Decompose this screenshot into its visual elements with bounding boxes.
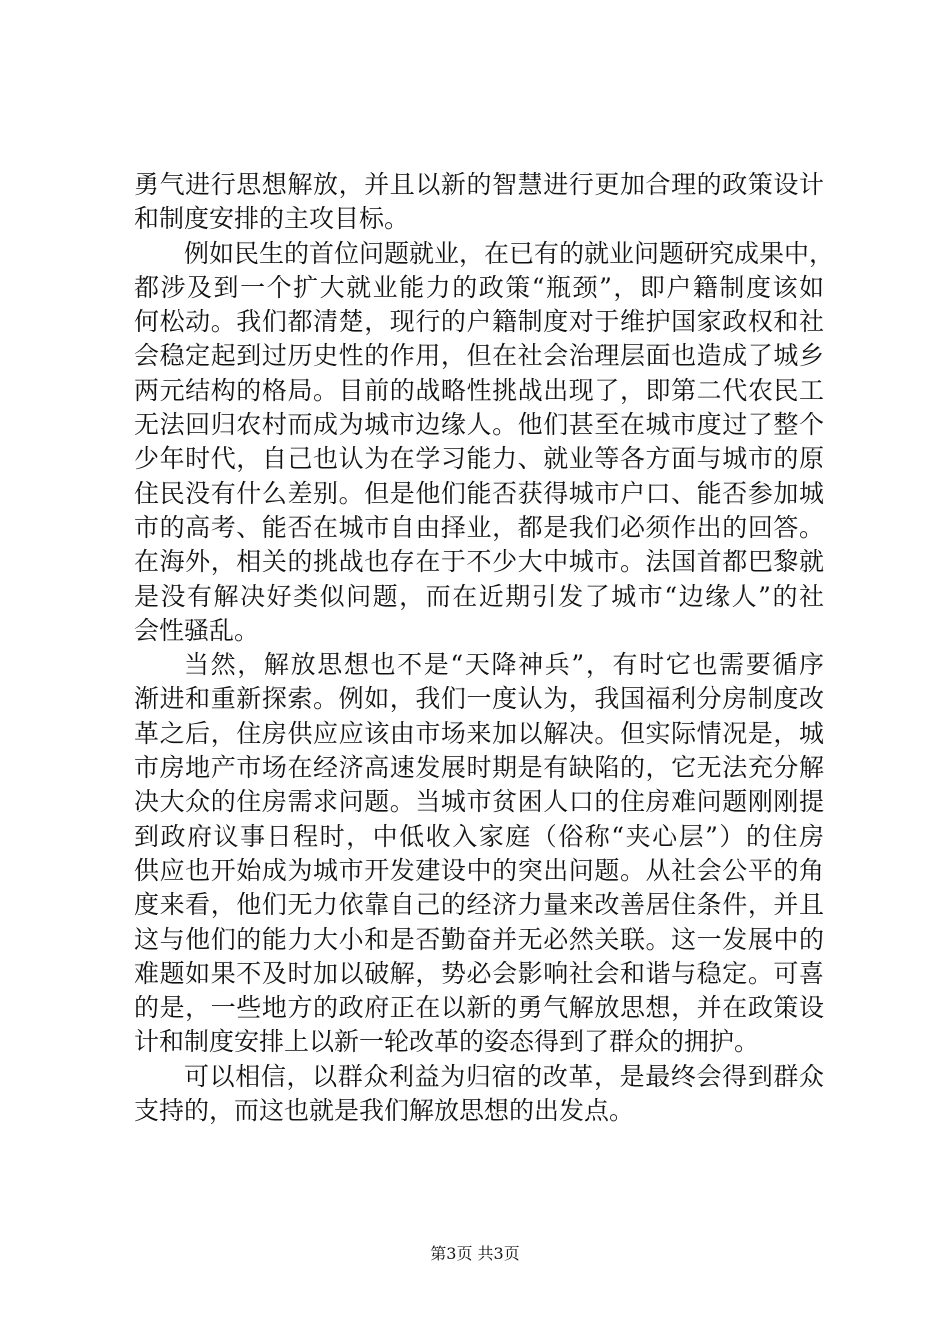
text-line: 和制度安排的主攻目标。: [134, 204, 410, 234]
text-line: 可以相信，以群众利益为归宿的改革，是最终会得到群众: [184, 1061, 824, 1091]
text-line: 供应也开始成为城市开发建设中的突出问题。从社会公平的角: [134, 855, 824, 885]
text-line: 无法回归农村而成为城市边缘人。他们甚至在城市度过了整个: [134, 410, 824, 440]
text-line: 难题如果不及时加以破解，势必会影响社会和谐与稳定。可喜: [134, 958, 824, 988]
text-line: 勇气进行思想解放，并且以新的智慧进行更加合理的政策设计: [134, 170, 824, 199]
text-line: 计和制度安排上以新一轮改革的姿态得到了群众的拥护。: [134, 1027, 760, 1057]
text-line: 少年时代，自己也认为在学习能力、就业等各方面与城市的原: [134, 444, 824, 474]
text-line: 市的高考、能否在城市自由择业，都是我们必须作出的回答。: [134, 512, 824, 542]
text-line: 住民没有什么差别。但是他们能否获得城市户口、能否参加城: [134, 478, 824, 508]
text-line: 市房地产市场在经济高速发展时期是有缺陷的，它无法充分解: [134, 753, 824, 783]
text-line: 何松动。我们都清楚，现行的户籍制度对于维护国家政权和社: [134, 307, 824, 337]
text-line: 到政府议事日程时，中低收入家庭（俗称“夹心层”）的住房: [134, 821, 824, 851]
text-line: 渐进和重新探索。例如，我们一度认为，我国福利分房制度改: [134, 684, 824, 714]
text-line: 是没有解决好类似问题，而在近期引发了城市“边缘人”的社: [134, 581, 824, 611]
text-line: 决大众的住房需求问题。当城市贫困人口的住房难问题刚刚提: [134, 787, 824, 817]
text-line: 支持的，而这也就是我们解放思想的出发点。: [134, 1096, 635, 1126]
text-line: 会稳定起到过历史性的作用，但在社会治理层面也造成了城乡: [134, 341, 824, 371]
text-line: 在海外，相关的挑战也存在于不少大中城市。法国首都巴黎就: [134, 547, 824, 577]
document-body: [134, 168, 835, 1128]
text-line: 都涉及到一个扩大就业能力的政策“瓶颈”，即户籍制度该如: [134, 272, 824, 302]
text-line: 革之后，住房供应应该由市场来加以解决。但实际情况是，城: [134, 718, 824, 748]
text-line: 的是，一些地方的政府正在以新的勇气解放思想，并在政策设: [134, 993, 824, 1023]
text-line: 当然，解放思想也不是“天降神兵”，有时它也需要循序: [184, 650, 824, 680]
text-line: 度来看，他们无力依靠自己的经济力量来改善居住条件，并且: [134, 890, 824, 920]
page-footer: 第3页 共3页: [430, 1244, 520, 1263]
text-line: 这与他们的能力大小和是否勤奋并无必然关联。这一发展中的: [134, 924, 824, 954]
text-line: 例如民生的首位问题就业，在已有的就业问题研究成果中，: [184, 238, 835, 268]
text-line: 两元结构的格局。目前的战略性挑战出现了，即第二代农民工: [134, 375, 824, 405]
text-line: 会性骚乱。: [134, 615, 260, 645]
